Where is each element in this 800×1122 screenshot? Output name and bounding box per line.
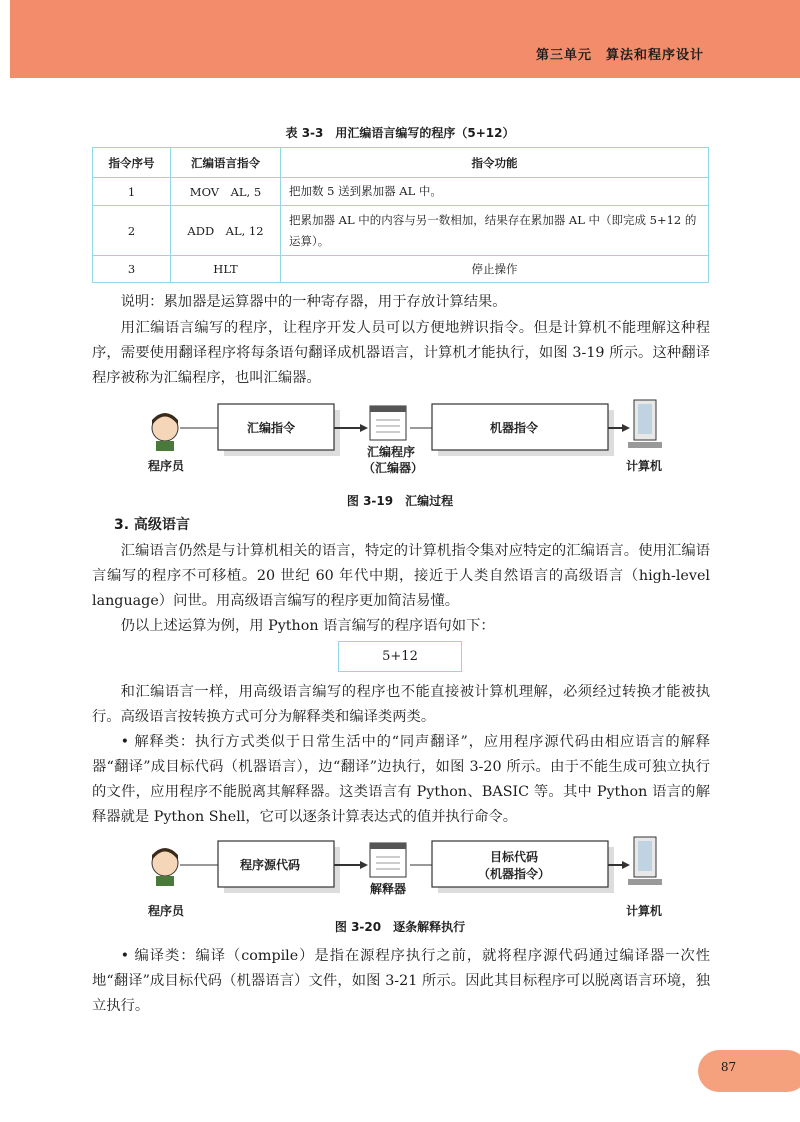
assembler-label-note: （汇编器） bbox=[363, 461, 424, 475]
assembly-instruction: ADD AL, 12 bbox=[171, 206, 281, 256]
instruction-function: 把累加器 AL 中的内容与另一数相加，结果存在累加器 AL 中（即完成 5+12 的运算）。 bbox=[281, 206, 709, 256]
computer-label: 计算机 bbox=[626, 459, 663, 473]
assembler-label: 汇编程序 bbox=[367, 445, 416, 459]
assembly-instruction: MOV AL, 5 bbox=[171, 178, 281, 206]
machine-instructions-label: 机器指令 bbox=[490, 421, 539, 435]
source-code-label: 程序源代码 bbox=[240, 858, 301, 872]
programmer-label: 程序员 bbox=[148, 904, 185, 918]
instruction-table bbox=[92, 147, 709, 283]
table-row bbox=[93, 206, 709, 256]
instruction-number: 2 bbox=[93, 206, 171, 256]
paragraph: 汇编语言仍然是与计算机相关的语言，特定的计算机指令集对应特定的汇编语言。使用汇编语言编写的程序不可移植。20 世纪 60 年代中期，接近于人类自然语言的高级语言（high-level language）问世。用高级语言编写的程序更加简洁易懂。 bbox=[92, 543, 710, 609]
compiler-paragraph: • 编译类：编译（compile）是指在源程序执行之前，就将程序源代码通过编译器一次性地“翻译”成目标代码（机器语言）文件，如图 3-21 所示。因此其目标程序可以脱离语言环境，独立执行。 bbox=[92, 948, 710, 1014]
instruction-number: 1 bbox=[93, 178, 171, 206]
target-code-label-note: （机器指令） bbox=[478, 867, 551, 881]
column-header: 指令功能 bbox=[281, 148, 709, 178]
paragraph: 仍以上述运算为例，用 Python 语言编写的程序语句如下： bbox=[120, 618, 495, 634]
interpreter-label: 解释器 bbox=[370, 882, 407, 896]
header-band bbox=[10, 0, 800, 78]
target-code-label: 目标代码 bbox=[490, 850, 539, 864]
section-heading: 3. 高级语言 bbox=[114, 517, 190, 533]
paragraph: 和汇编语言一样，用高级语言编写的程序也不能直接被计算机理解，必须经过转换才能被执行。高级语言按转换方式可分为解释类和编译类两类。 bbox=[92, 684, 710, 725]
computer-label: 计算机 bbox=[626, 904, 663, 918]
table-row bbox=[93, 256, 709, 283]
computer-icon bbox=[628, 400, 662, 448]
interpreter-paragraph: • 解释类：执行方式类似于日常生活中的“同声翻译”，应用程序源代码由相应语言的解释器“翻译”成目标代码（机器语言），边“翻译”边执行，如图 3-20 所示。由于不能生成可独立执行的文件，应用程序不能脱离其解释器。这类语言有 Python、BASIC 等。其中 Python 语言的解释器就是 Python Shell，它可以逐条计算表达式的值并执行命令。 bbox=[92, 734, 710, 825]
programmer-icon bbox=[152, 848, 178, 886]
programmer-icon bbox=[152, 413, 178, 451]
instruction-function: 把加数 5 送到累加器 AL 中。 bbox=[281, 178, 709, 206]
column-header: 指令序号 bbox=[93, 148, 171, 178]
instruction-function: 停止操作 bbox=[281, 256, 709, 283]
page-number: 87 bbox=[720, 1060, 737, 1074]
figure-3-19-caption: 图 3-19 汇编过程 bbox=[346, 494, 454, 508]
column-header: 汇编语言指令 bbox=[171, 148, 281, 178]
assembly-instruction: HLT bbox=[171, 256, 281, 283]
table-header-row bbox=[93, 148, 709, 178]
chapter-title: 第三单元 算法和程序设计 bbox=[535, 48, 704, 63]
note-paragraph: 说明：累加器是运算器中的一种寄存器，用于存放计算结果。 bbox=[120, 294, 507, 310]
computer-icon bbox=[628, 837, 662, 885]
programmer-label: 程序员 bbox=[148, 459, 185, 473]
assembler-window-icon bbox=[370, 406, 406, 440]
table-caption: 表 3-3 用汇编语言编写的程序（5+12） bbox=[285, 126, 515, 140]
assembly-instructions-label: 汇编指令 bbox=[247, 421, 296, 435]
figure-3-19-diagram bbox=[120, 398, 680, 498]
figure-3-20-caption: 图 3-20 逐条解释执行 bbox=[334, 920, 466, 934]
paragraph: 用汇编语言编写的程序，让程序开发人员可以方便地辨识指令。但是计算机不能理解这种程序，需要使用翻译程序将每条语句翻译成机器语言，计算机才能执行，如图 3-19 所示。这种翻译程序被称为汇编程序，也叫汇编器。 bbox=[92, 320, 710, 386]
python-code-box: 5+12 bbox=[338, 641, 462, 672]
instruction-number: 3 bbox=[93, 256, 171, 283]
table-row bbox=[93, 178, 709, 206]
interpreter-window-icon bbox=[370, 843, 406, 877]
